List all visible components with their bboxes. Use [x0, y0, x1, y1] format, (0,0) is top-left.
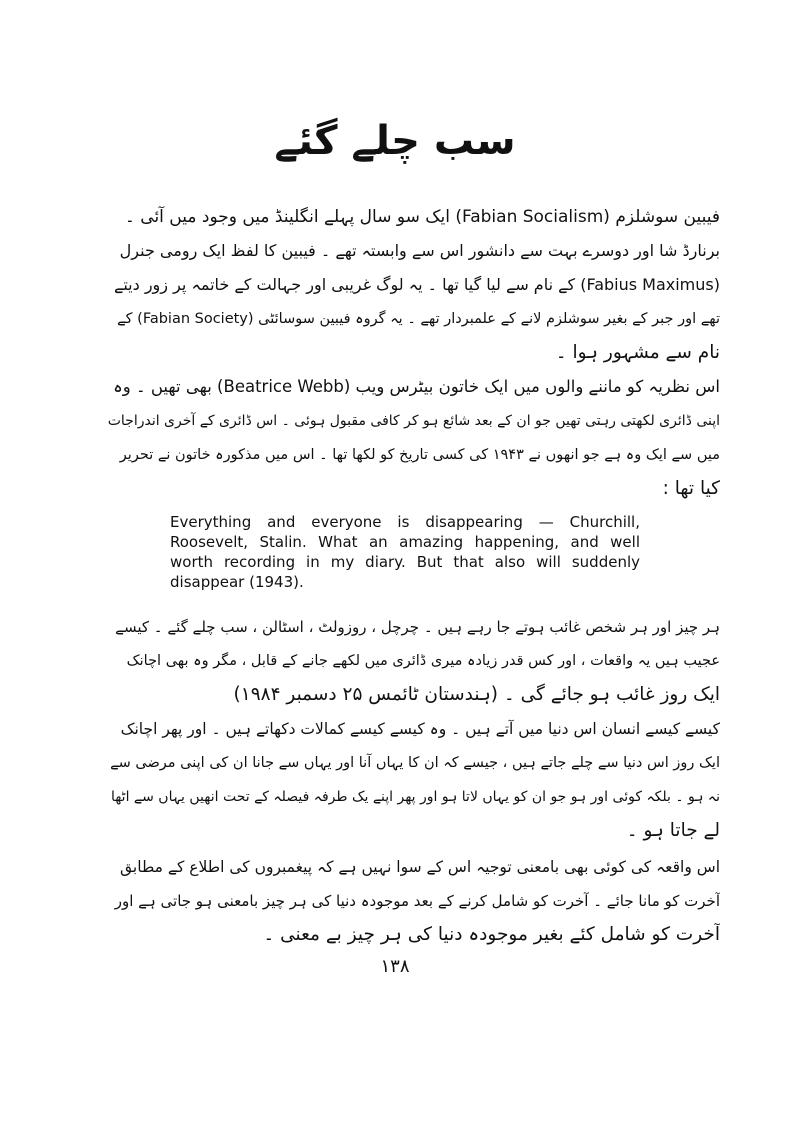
text-line: ایک روز غائب ہو جائے گی ۔ (ہندستان ٹائمس ۲۵ دسمبر ۱۹۸۴) — [233, 684, 720, 705]
text-line: کیسے کیسے انسان اس دنیا میں آتے ہیں ۔ وہ کیسے کیسے کمالات دکھاتے ہیں ۔ اور پھر اچانک — [120, 720, 720, 738]
text-line: فیبین سوشلزم (Fabian Socialism) ایک سو سال پہلے انگلینڈ میں وجود میں آئی ۔ — [124, 207, 720, 227]
text-line: عجیب ہیں یہ واقعات ، اور کس قدر زیادہ میری ڈائری میں لکھے جانے کے قابل ، مگر وہ بھی اچانک — [126, 653, 720, 669]
text-line: آخرت کو شامل کئے بغیر موجودہ دنیا کی ہر چیز بے معنی ۔ — [263, 924, 720, 945]
text-line: ہر چیز اور ہر شخص غائب ہوتے جا رہے ہیں ۔ چرچل ، روزولٹ ، اسٹالن ، سب چلے گئے ۔ کیسے — [115, 618, 720, 636]
paragraph-fabian-socialism — [108, 200, 720, 370]
text-line: نام سے مشہور ہوا ۔ — [555, 342, 720, 363]
paragraph-beatrice-webb — [108, 370, 720, 506]
text-line: برنارڈ شا اور دوسرے بہت سے دانشور اس سے وابستہ تھے ۔ فیبین کا لفظ ایک رومی جنرل — [119, 241, 720, 260]
text-line: نہ ہو ۔ بلکہ کوئی اور ہو جو ان کو یہاں لاتا ہو اور پھر اپنے یک طرفہ فیصلہ کے تحت انھیں یہاں سے اٹھا — [110, 789, 720, 805]
page-number: ۱۳۸ — [380, 956, 410, 977]
text-line: اپنی ڈائری لکھتی رہتی تھیں جو ان کے بعد شائع ہو کر کافی مقبول ہوئی ۔ اس ڈائری کے آخری اندراجات — [108, 413, 720, 429]
text-line: آخرت کو مانا جائے ۔ آخرت کو شامل کرنے کے بعد موجودہ دنیا کی ہر چیز بامعنی ہو جاتی ہے اور — [114, 892, 720, 910]
paragraph-hereafter — [108, 850, 720, 952]
text-line: اس نظریہ کو ماننے والوں میں ایک خاتون بیٹرس ویب (Beatrice Webb) بھی تھیں ۔ وہ — [113, 377, 720, 396]
text-line: لے جاتا ہو ۔ — [626, 820, 720, 841]
paragraph-people-come-go — [108, 712, 720, 848]
text-line: تھے اور جبر کے بغیر سوشلزم لانے کے علمبردار تھے ۔ یہ گروہ فیبین سوسائٹی (Fabian Society) کے — [117, 311, 720, 327]
english-quote: Everything and everyone is disappearing — Churchill, Roosevelt, Stalin. What an amazing happening, and well worth recording in my diary. But that also will suddenly disappear (1943). — [170, 513, 640, 591]
text-line: (Fabius Maximus) کے نام سے لیا گیا تھا ۔ یہ لوگ غریبی اور جہالت کے خاتمہ پر زور دیتے — [113, 275, 720, 294]
text-line: اس واقعہ کی کوئی بھی بامعنی توجیہ اس کے سوا نہیں ہے کہ پیغمبروں کی اطلاع کے مطابق — [119, 858, 720, 876]
text-line: میں سے ایک وہ ہے جو انھوں نے ۱۹۴۳ کی کسی تاریخ کو لکھا تھا ۔ اس میں مذکورہ خاتون نے تحریر — [119, 447, 720, 463]
text-line: کیا تھا : — [662, 478, 720, 499]
paragraph-quote-translation — [108, 610, 720, 712]
page-title: سب چلے گئے — [274, 118, 516, 164]
text-line: ایک روز اس دنیا سے چلے جاتے ہیں ، جیسے کہ ان کا یہاں آنا اور یہاں سے جانا ان کی اپنی مرضی سے — [110, 755, 720, 771]
